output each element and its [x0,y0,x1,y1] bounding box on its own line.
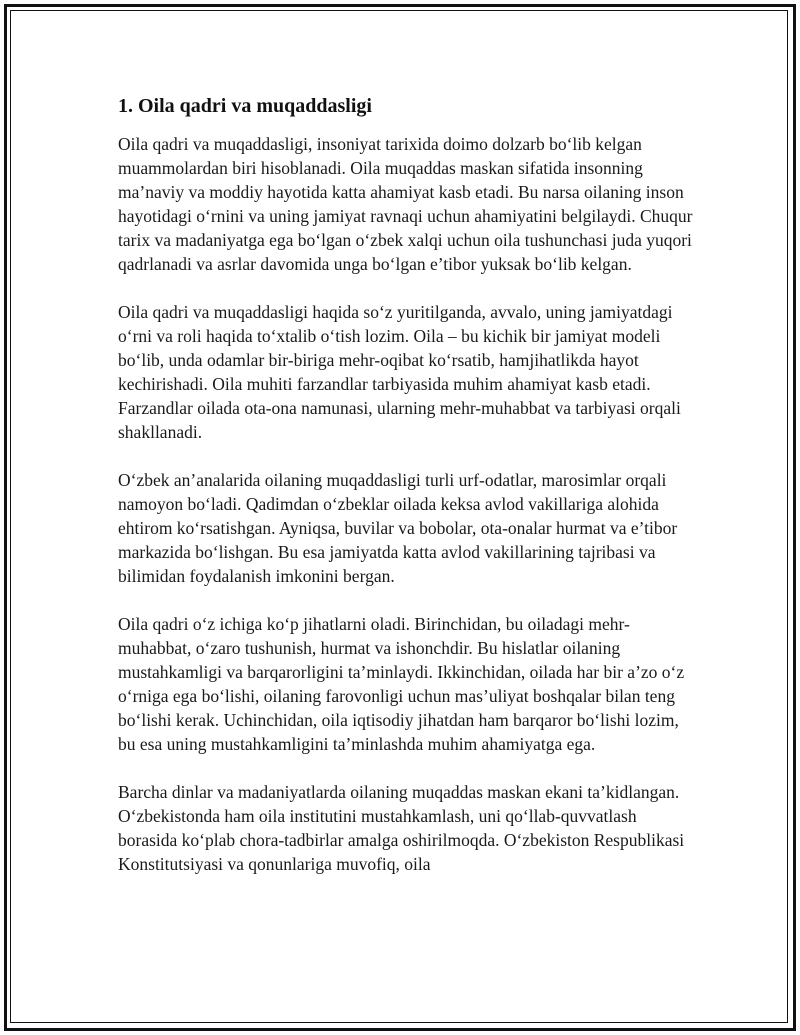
section-heading: 1. Oila qadri va muqaddasligi [118,95,372,117]
paragraph-3: O‘zbek an’analarida oilaning muqaddasligi turli urf-odatlar, marosimlar orqali namoyon bo‘ladi. Qadimdan o‘zbeklar oilada keksa avlod vakillariga alohida ehtirom ko‘rsatishgan. Ayniqsa, buvilar va bobolar, ota-onalar hurmat va e’tibor markazida bo‘lishgan. Bu esa jamiyatda katta avlod vakillarining tajribasi va bilimidan foydalanish imkonini bergan. [118,470,678,586]
paragraph-1: Oila qadri va muqaddasligi, insoniyat tarixida doimo dolzarb bo‘lib kelgan muammolardan biri hisoblanadi. Oila muqaddas maskan sifatida insonning ma’naviy va moddiy hayotida katta ahamiyat kasb etadi. Bu narsa oilaning inson hayotidagi o‘rnini va uning jamiyat ravnaqi uchun ahamiyatini belgilaydi. Chuqur tarix va madaniyatga ega bo‘lgan o‘zbek xalqi uchun oila tushunchasi juda yuqori qadrlanadi va asrlar davomida unga bo‘lgan e’tibor yuksak bo‘lib kelgan. [118,134,693,274]
paragraph-5: Barcha dinlar va madaniyatlarda oilaning muqaddas maskan ekani ta’kidlangan. O‘zbekistonda ham oila institutini mustahkamlash, uni qo‘llab-quvvatlash borasida ko‘plab chora-tadbirlar amalga oshirilmoqda. O‘zbekiston Respublikasi Konstitutsiyasi va qonunlariga muvofiq, oila [118,782,685,874]
paragraph-4: Oila qadri o‘z ichiga ko‘p jihatlarni oladi. Birinchidan, bu oiladagi mehr-muhabbat, o‘zaro tushunish, hurmat va ishonchdir. Bu hislatlar oilaning mustahkamligi va barqarorligini ta’minlaydi. Ikkinchidan, oilada har bir a’zo o‘z o‘rniga ega bo‘lishi, oilaning farovonligi uchun mas’uliyat boshqalar bilan teng bo‘lishi kerak. Uchinchidan, oila iqtisodiy jihatdan ham barqaror bo‘lishi lozim, bu esa uning mustahkamligini ta’minlashda muhim ahamiyatga ega. [118,614,685,754]
document-body [118,92,696,900]
paragraph-2: Oila qadri va muqaddasligi haqida so‘z yuritilganda, avvalo, uning jamiyatdagi o‘rni va roli haqida to‘xtalib o‘tish lozim. Oila – bu kichik bir jamiyat modeli bo‘lib, unda odamlar bir-biriga mehr-oqibat ko‘rsatib, hamjihatlikda hayot kechirishadi. Oila muhiti farzandlar tarbiyasida muhim ahamiyat kasb etadi. Farzandlar oilada ota-ona namunasi, ularning mehr-muhabbat va tarbiyasi orqali shakllanadi. [118,302,681,442]
